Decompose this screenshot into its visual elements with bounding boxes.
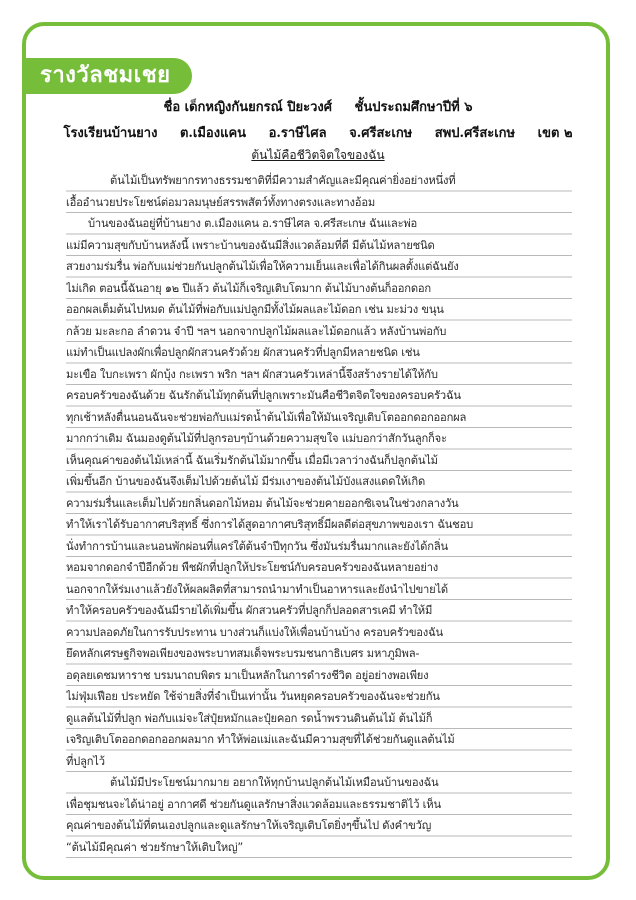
essay-line: ทำให้เราได้รับอากาศบริสุทธิ์ ซึ่งการได้สูดอากาศบริสุทธิ์มีผลดีต่อสุขภาพของเรา ฉันชอบ — [66, 518, 473, 531]
essay-line: บ้านของฉันอยู่ที่บ้านยาง ต.เมืองแคน อ.ราษีไศล จ.ศรีสะเกษ ฉันและพ่อ — [88, 217, 418, 230]
essay-line: เพิ่มขึ้นอีก บ้านของฉันจึงเต็มไปด้วยต้นไม้ มีร่มเงาของต้นไม้บังแสงแดดให้เกิด — [66, 475, 426, 488]
essay-line: เจริญเติบโตออกดอกออกผลมาก ทำให้พ่อแม่และฉันมีความสุขที่ได้ช่วยกันดูแลต้นไม้ — [66, 733, 455, 746]
essay-line: ความปลอดภัยในการรับประทาน บางส่วนก็แบ่งให้เพื่อนบ้านบ้าง ครอบครัวของฉัน — [66, 625, 443, 639]
essay-line: แม่มีความสุขกับบ้านหลังนี้ เพราะบ้านของฉันมีสิ่งแวดล้อมที่ดี มีต้นไม้หลายชนิด — [66, 238, 435, 252]
essay-line: ไม่ฟุ่มเฟือย ประหยัด ใช้จ่ายสิ่งที่จำเป็นเท่านั้น วันหยุดครอบครัวของฉันจะช่วยกัน — [66, 690, 440, 703]
essay-line: แม่ทำเป็นแปลงผักเพื่อปลูกผักสวนครัวด้วย ผักสวนครัวที่ปลูกมีหลายชนิด เช่น — [66, 346, 420, 359]
essay-line: ออกผลเต็มต้นไปหมด ต้นไม้ที่พ่อกับแม่ปลูกมีทั้งไม้ผลและไม้ดอก เช่น มะม่วง ขนุน — [66, 303, 444, 316]
essay-line: ความร่มรื่นและเต็มไปด้วยกลิ่นดอกไม้หอม ต้นไม้จะช่วยคายออกซิเจนในช่วงกลางวัน — [66, 496, 459, 510]
school-district: ต.เมืองแคน — [179, 126, 247, 141]
essay-line: กล้วย มะละกอ ลำดวน จำปี ฯลฯ นอกจากปลูกไม้ผลและไม้ดอกแล้ว หลังบ้านพ่อกับ — [66, 324, 447, 338]
essay-line: ดูแลต้นไม้ที่ปลูก พ่อกับแม่จะใส่ปุ๋ยหมักและปุ๋ยคอก รดน้ำพรวนดินต้นไม้ ต้นไม้ก็ — [66, 711, 433, 725]
school-province: จ.ศรีสะเกษ — [349, 126, 413, 141]
header-line-1 — [40, 96, 596, 117]
essay-line: สวยงามร่มรื่น พ่อกับแม่ช่วยกันปลูกต้นไม้เพื่อให้ความเย็นและเพื่อได้กินผลตั้งแต่ฉันยัง — [66, 260, 459, 273]
essay-line: คุณค่าของต้นไม้ที่ตนเองปลูกและดูแลรักษาให้เจริญเติบโตยิ่งๆขึ้นไป ดังคำขวัญ — [66, 819, 432, 832]
essay-line: นั่งทำการบ้านและนอนพักผ่อนที่แคร่ใต้ต้นจำปีทุกวัน ซึ่งมันร่มรื่นมากและยังได้กลิ่น — [66, 539, 448, 553]
award-badge: รางวัลชมเชย — [24, 58, 192, 94]
essay-line: ครอบครัวของฉันด้วย ฉันรักต้นไม้ทุกต้นที่ปลูกเพราะมันคือชีวิตจิตใจของครอบครัวฉัน — [66, 389, 461, 402]
student-name: ชื่อ เด็กหญิงกันยกรณ์ ปิยะวงศ์ — [163, 100, 332, 115]
essay-line: มะเขือ ใบกะเพรา ผักบุ้ง กะเพรา พริก ฯลฯ ผักสวนครัวเหล่านี้จึงสร้างรายได้ให้กับ — [66, 367, 438, 381]
essay-line: ทุกเช้าหลังตื่นนอนฉันจะช่วยพ่อกับแม่รดน้ำต้นไม้เพื่อให้มันเจริญเติบโตออกดอกออกผล — [66, 410, 467, 424]
essay-line: ที่ปลูกไว้ — [66, 754, 105, 768]
essay-line: ไม่เกิด ตอนนี้ฉันอายุ ๑๒ ปีแล้ว ต้นไม้ก็เจริญเติบโตมาก ต้นไม้บางต้นก็ออกดอก — [66, 281, 431, 295]
essay-line: หอมจากดอกจำปีอีกด้วย พืชผักที่ปลูกให้ประโยชน์กับครอบครัวของฉันหลายอย่าง — [66, 561, 439, 574]
school-amphoe: อ.ราษีไศล — [268, 126, 327, 141]
essay-line: เพื่อชุมชนจะได้น่าอยู่ อากาศดี ช่วยกันดูแลรักษาสิ่งแวดล้อมและธรรมชาติไว้ เห็น — [66, 797, 441, 811]
essay-line: ยึดหลักเศรษฐกิจพอเพียงของพระบาทสมเด็จพระบรมชนกาธิเบศร มหาภูมิพล- — [66, 647, 420, 660]
essay-line: นอกจากให้ร่มเงาแล้วยังให้ผลผลิตที่สามารถนำมาทำเป็นอาหารและยังนำไปขายได้ — [66, 582, 448, 596]
essay-line: เอื้ออำนวยประโยชน์ต่อมวลมนุษย์สรรพสัตว์ทั้งทางตรงและทางอ้อม — [66, 195, 376, 209]
essay-line: ต้นไม้เป็นทรัพยากรทางธรรมชาติที่มีความสำคัญและมีคุณค่ายิ่งอย่างหนึ่งที่ — [110, 174, 456, 187]
education-zone: เขต ๒ — [537, 126, 573, 141]
essay-line: เห็นคุณค่าของต้นไม้เหล่านี้ ฉันเริ่มรักต้นไม้มากขึ้น เมื่อมีเวลาว่างฉันก็ปลูกต้นไม้ — [66, 453, 438, 467]
essay-line: ต้นไม้มีประโยชน์มากมาย อยากให้ทุกบ้านปลูกต้นไม้เหมือนบ้านของฉัน — [110, 776, 439, 789]
student-grade: ชั้นประถมศึกษาปีที่ ๖ — [354, 100, 473, 115]
education-area: สพป.ศรีสะเกษ — [434, 126, 516, 141]
essay-body — [66, 170, 572, 860]
school-name: โรงเรียนบ้านยาง — [63, 126, 158, 141]
essay-line: อดุลยเดชมหาราช บรมนาถบพิตร มาเป็นหลักในการดำรงชีวิต อยู่อย่างพอเพียง — [66, 668, 429, 682]
essay-line: มากกว่าเดิม ฉันมองดูต้นไม้ที่ปลูกรอบๆบ้านด้วยความสุขใจ แม่บอกว่าสักวันลูกก็จะ — [66, 432, 447, 445]
essay-line: “ต้นไม้มีคุณค่า ช่วยรักษาให้เติบใหญ่” — [66, 840, 243, 854]
header-line-2 — [40, 122, 596, 143]
essay-title: ต้นไม้คือชีวิตจิตใจของฉัน — [251, 148, 385, 162]
essay-line: ทำให้ครอบครัวของฉันมีรายได้เพิ่มขึ้น ผักสวนครัวที่ปลูกก็ปลอดสารเคมี ทำให้มี — [66, 604, 433, 617]
